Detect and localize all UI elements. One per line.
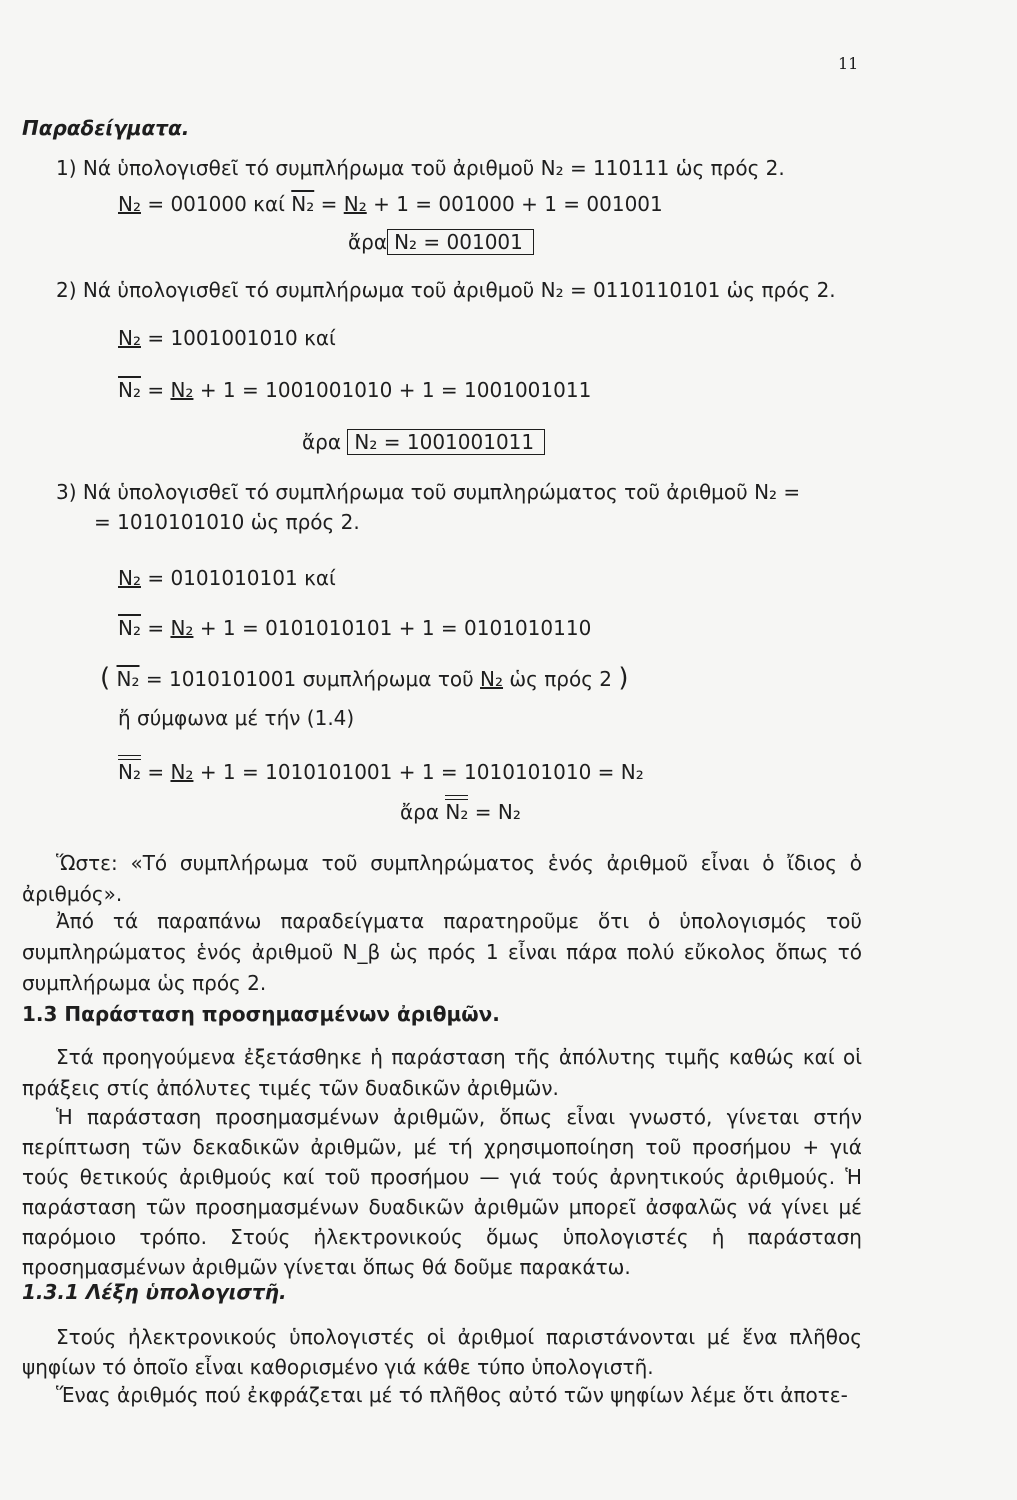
heading-examples: Παραδείγματα. (22, 116, 190, 140)
ex3-line4 (100, 664, 629, 693)
ex2-n2-complement: N₂ (118, 378, 141, 402)
ex3-line3 (118, 614, 591, 642)
ex2-line2 (118, 324, 336, 352)
ex2-n2-b: N₂ (170, 378, 194, 402)
ex3-line2 (118, 564, 336, 592)
ex3-n2-double-complement: N₂ (118, 760, 141, 784)
ex2-line3 (118, 376, 591, 404)
section-1-3-para-1: Στά προηγούμενα ἐξετάσθηκε ἡ παράσταση τῆς ἀπόλυτης τιμῆς καθώς καί οἱ πράξεις στίς ἀπόλυτες τιμές τῶν δυαδικῶν ἀριθμῶν. (22, 1045, 862, 1100)
paren-close: ) (618, 663, 629, 693)
ex3-eq-rest: + 1 = 0101010101 + 1 = 0101010110 (199, 616, 592, 640)
ex3-eq: = 0101010101 καί (147, 566, 336, 590)
ex2-n2: N₂ (118, 326, 141, 350)
ex2-boxed-result: N₂ = 1001001011 (347, 429, 545, 455)
section-1-3-1-heading: 1.3.1 Λέξη ὑπολογιστῆ. (22, 1280, 287, 1304)
ex1-eq-sign: = (320, 192, 338, 216)
page-number: 11 (838, 54, 859, 73)
ex3-eq-sign: = (147, 616, 165, 640)
ex3-eq-sign-b: = (147, 760, 165, 784)
ex1-ara: ἄρα (348, 230, 388, 254)
ex3-complement-text: = 1010101001 συμπλήρωμα τοῦ (145, 667, 474, 691)
ex1-n2: N₂ (118, 192, 141, 216)
ex3-line5: ἤ σύμφωνα μέ τήν (1.4) (118, 706, 355, 730)
ex1-n2-complement: N₂ (291, 192, 315, 216)
section-1-3-para-2: Ἡ παράσταση προσημασμένων ἀριθμῶν, ὅπως εἶναι γνωστό, γίνεται στήν περίπτωση τῶν δεκαδικῶν ἀριθμῶν, μέ τή χρησιμοποίηση τοῦ προσήμου + γιά τούς θετικούς ἀριθμούς καί τοῦ προσήμου — γιά τούς ἀρνητικούς ἀριθμούς. Ἡ παράσταση τῶν προσημασμένων δυαδικῶν ἀριθμῶν μπορεῖ ἀσφαλῶς νά γίνει μέ παρόμοιο τρόπο. Στούς ἠλεκτρονικούς ὅμως ὑπολογιστές ἡ παράσταση προσημασμένων ἀριθμῶν γίνεται ὅπως θά δοῦμε παρακάτω. (22, 1105, 862, 1279)
ex1-boxed-result: N₂ = 001001 (387, 229, 534, 255)
ex2-eq-sign: = (147, 378, 165, 402)
ex3-n2-complement-b: N₂ (116, 667, 140, 691)
ex1-n2-b: N₂ (343, 192, 367, 216)
ex3-ara: ἄρα (400, 800, 440, 824)
ex3-line6 (118, 758, 644, 786)
ex3-result-eq: = N₂ (474, 800, 521, 824)
ex2-eq: = 1001001010 καί (147, 326, 336, 350)
ex2-eq-rest: + 1 = 1001001010 + 1 = 1001001011 (199, 378, 592, 402)
ex3-n2-c: N₂ (480, 667, 504, 691)
ex3-n2-double-complement-b: N₂ (445, 800, 469, 824)
ex2-ara: ἄρα (302, 430, 342, 454)
ex3-n2: N₂ (118, 566, 141, 590)
conclusion-paragraph: Ὥστε: «Τό συμπλήρωμα τοῦ συμπληρώματος ἑνός ἀριθμοῦ εἶναι ὁ ἴδιος ὁ ἀριθμός». (22, 851, 862, 906)
ex3-n2-complement-c: N₂ (170, 760, 194, 784)
ex3-eq-rest-b: + 1 = 1010101001 + 1 = 1010101010 = N₂ (199, 760, 644, 784)
ex1-eq-rest: + 1 = 001000 + 1 = 001001 (373, 192, 663, 216)
section-1-3-heading: 1.3 Παράσταση προσημασμένων ἀριθμῶν. (22, 1002, 500, 1026)
ex3-statement-cont: = 1010101010 ὡς πρός 2. (94, 510, 360, 534)
ex3-n2-b: N₂ (170, 616, 194, 640)
ex1-result (348, 228, 534, 256)
ex1-eq-part: = 001000 καί (147, 192, 285, 216)
ex3-result (400, 798, 521, 826)
ex1-equation (118, 190, 663, 218)
paren-open: ( (100, 663, 111, 693)
ex3-statement: 3) Νά ὑπολογισθεῖ τό συμπλήρωμα τοῦ συμπληρώματος τοῦ ἀριθμοῦ N₂ = (56, 480, 801, 504)
ex3-wrt: ὡς πρός 2 (509, 667, 613, 691)
observation-paragraph: Ἀπό τά παραπάνω παραδείγματα παρατηροῦμε ὅτι ὁ ὑπολογισμός τοῦ συμπληρώματος ἑνός ἀριθμοῦ N_β ὡς πρός 1 εἶναι πάρα πολύ εὔκολος ὅπως τό συμπλήρωμα ὡς πρός 2. (22, 909, 862, 995)
ex2-statement: 2) Νά ὑπολογισθεῖ τό συμπλήρωμα τοῦ ἀριθμοῦ N₂ = 0110110101 ὡς πρός 2. (56, 278, 836, 302)
section-1-3-1-para-1: Στούς ἠλεκτρονικούς ὑπολογιστές οἱ ἀριθμοί παριστάνονται μέ ἕνα πλῆθος ψηφίων τό ὁποῖο εἶναι καθορισμένο γιά κάθε τύπο ὑπολογιστῆ. (22, 1325, 862, 1379)
ex1-statement: 1) Νά ὑπολογισθεῖ τό συμπλήρωμα τοῦ ἀριθμοῦ N₂ = 110111 ὡς πρός 2. (56, 156, 785, 180)
section-1-3-1-para-2: Ἕνας ἀριθμός πού ἐκφράζεται μέ τό πλῆθος αὐτό τῶν ψηφίων λέμε ὅτι ἀποτε- (56, 1383, 848, 1407)
ex2-result (302, 428, 545, 456)
ex3-n2-complement: N₂ (118, 616, 141, 640)
